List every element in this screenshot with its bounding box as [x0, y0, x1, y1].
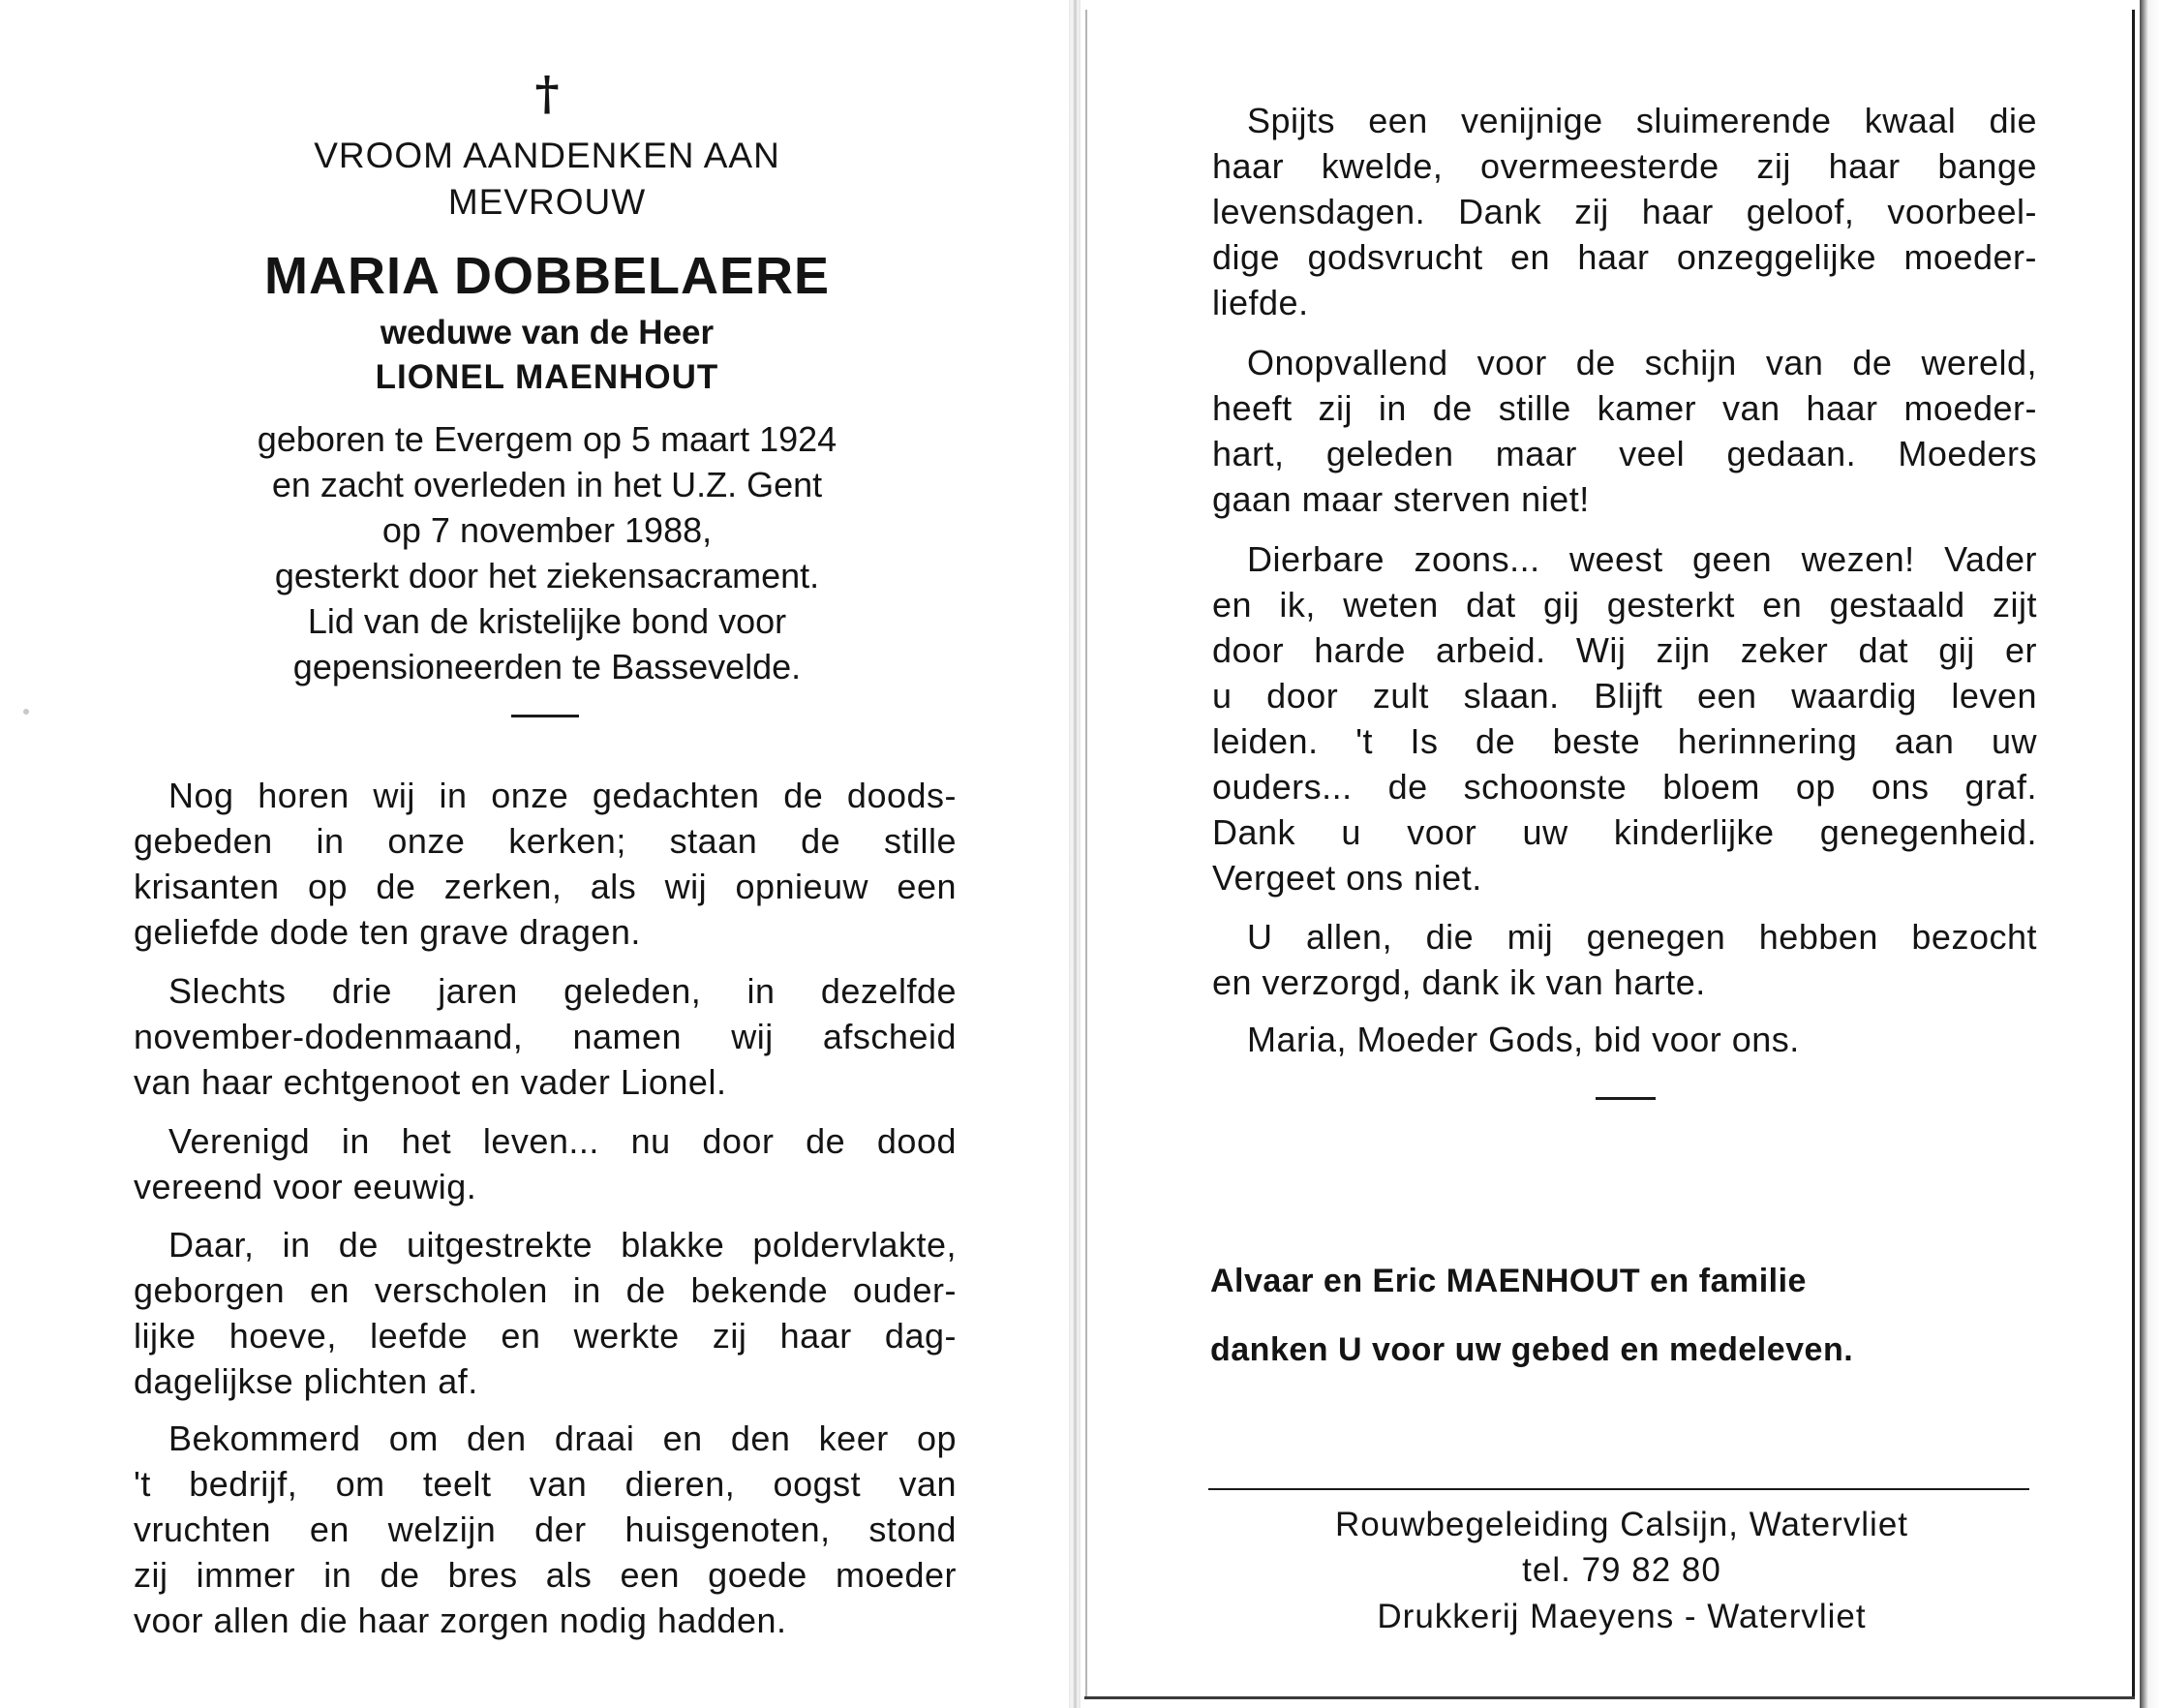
text-line: vruchten en welzijn der huisgenoten, stond: [134, 1510, 957, 1549]
text-line: u door zult slaan. Blijft een waardig leven: [1212, 676, 2037, 716]
text-line: 't bedrijf, om teelt van dieren, oogst van: [134, 1464, 957, 1504]
text-line: gebeden in onze kerken; staan de stille: [134, 821, 957, 861]
text-line: Vergeet ons niet.: [1212, 858, 1482, 898]
text-line: U allen, die mij genegen hebben bezocht: [1247, 917, 2037, 957]
text-line: ouders... de schoonste bloem op ons graf.: [1212, 767, 2037, 807]
card-shadow-edge: [2140, 0, 2161, 1708]
card-bottom-edge: [1084, 1696, 2135, 1699]
paragraph: [1212, 98, 2037, 325]
text-line: Maria, Moeder Gods, bid voor ons.: [1247, 1020, 1800, 1059]
text-line: vereend voor eeuwig.: [134, 1167, 477, 1206]
paragraph: [1212, 1017, 2037, 1062]
printer-line: Drukkerij Maeyens - Watervliet: [1377, 1598, 1867, 1635]
text-line: van haar echtgenoot en vader Lionel.: [134, 1062, 727, 1102]
text-line: dagelijkse plichten af.: [134, 1361, 478, 1401]
text-line: dige godsvrucht en haar onzeggelijke moeder-: [1212, 237, 2037, 277]
card-right-edge: [2132, 10, 2135, 1699]
text-line: Slechts drie jaren geleden, in dezelfde: [168, 971, 957, 1011]
text-line: geliefde dode ten grave dragen.: [134, 912, 641, 952]
text-line: gaan maar sterven niet!: [1212, 479, 1590, 519]
info-line: op 7 november 1988,: [381, 510, 713, 550]
divider-dash: [1596, 1097, 1656, 1100]
text-line: zij immer in de bres als een goede moeder: [134, 1555, 957, 1595]
text-line: en ik, weten dat gij gesterkt en gestaald zijt: [1212, 585, 2037, 625]
paper-speck: [23, 709, 29, 715]
card-fold: [1069, 0, 1080, 1708]
text-line: Daar, in de uitgestrekte blakke poldervlakte,: [168, 1225, 957, 1265]
paragraph: [1212, 340, 2037, 522]
text-line: november-dodenmaand, namen wij afscheid: [134, 1017, 957, 1056]
text-line: lijke hoeve, leefde en werkte zij haar dag-: [134, 1316, 957, 1356]
widow-line: weduwe van de Heer: [380, 314, 715, 351]
paragraph: [134, 773, 957, 955]
deceased-name: MARIA DOBBELAERE: [263, 247, 830, 305]
text-line: liefde.: [1212, 283, 1309, 322]
fold-line: [1085, 10, 1087, 1699]
funeral-service-line: Rouwbegeleiding Calsijn, Watervliet: [1334, 1506, 1909, 1543]
info-line: gesterkt door het ziekensacrament.: [274, 556, 820, 595]
footer-rule: [1208, 1488, 2029, 1490]
paragraph: [134, 1118, 957, 1209]
thanks-line-1: Alvaar en Eric MAENHOUT en familie: [1210, 1263, 1807, 1299]
text-line: leiden. 't Is de beste herinnering aan uw: [1212, 721, 2037, 761]
heading-line-1: VROOM AANDENKEN AAN: [314, 136, 780, 175]
paragraph: [1212, 914, 2037, 1005]
heading-line-2: MEVROUW: [447, 182, 647, 222]
text-line: hart, geleden maar veel gedaan. Moeders: [1212, 434, 2037, 473]
text-line: Dank u voor uw kinderlijke genegenheid.: [1212, 812, 2037, 852]
text-line: Nog horen wij in onze gedachten de doods-: [168, 776, 957, 815]
text-line: Onopvallend voor de schijn van de wereld,: [1247, 343, 2037, 382]
paragraph: [1212, 536, 2037, 900]
info-line: en zacht overleden in het U.Z. Gent: [271, 465, 823, 504]
text-line: voor allen die haar zorgen nodig hadden.: [134, 1601, 787, 1640]
thanks-line-2: danken U voor uw gebed en medeleven.: [1210, 1331, 1854, 1368]
husband-name: LIONEL MAENHOUT: [375, 358, 719, 396]
text-line: Spijts een venijnige sluimerende kwaal die: [1247, 101, 2037, 140]
text-line: en verzorgd, dank ik van harte.: [1212, 962, 1706, 1002]
info-line: Lid van de kristelijke bond voor: [307, 601, 787, 641]
text-line: Verenigd in het leven... nu door de dood: [168, 1121, 957, 1161]
text-line: door harde arbeid. Wij zijn zeker dat gij er: [1212, 630, 2037, 670]
phone-line: tel. 79 82 80: [1522, 1551, 1721, 1589]
paragraph: [134, 1222, 957, 1404]
text-line: Dierbare zoons... weest geen wezen! Vader: [1247, 539, 2037, 579]
divider-dash: [511, 715, 579, 717]
info-line: gepensioneerden te Bassevelde.: [292, 647, 802, 686]
text-line: haar kwelde, overmeesterde zij haar bange: [1212, 146, 2037, 186]
text-line: geborgen en verscholen in de bekende ouder-: [134, 1270, 957, 1310]
text-line: Bekommerd om den draai en den keer op: [168, 1418, 957, 1458]
cross-icon: †: [534, 67, 560, 121]
paragraph: [134, 1416, 957, 1643]
info-line: geboren te Evergem op 5 maart 1924: [257, 419, 837, 459]
text-line: krisanten op de zerken, als wij opnieuw een: [134, 867, 957, 906]
text-line: levensdagen. Dank zij haar geloof, voorbeel-: [1212, 192, 2037, 231]
text-line: heeft zij in de stille kamer van haar moeder-: [1212, 388, 2037, 428]
paragraph: [134, 968, 957, 1105]
